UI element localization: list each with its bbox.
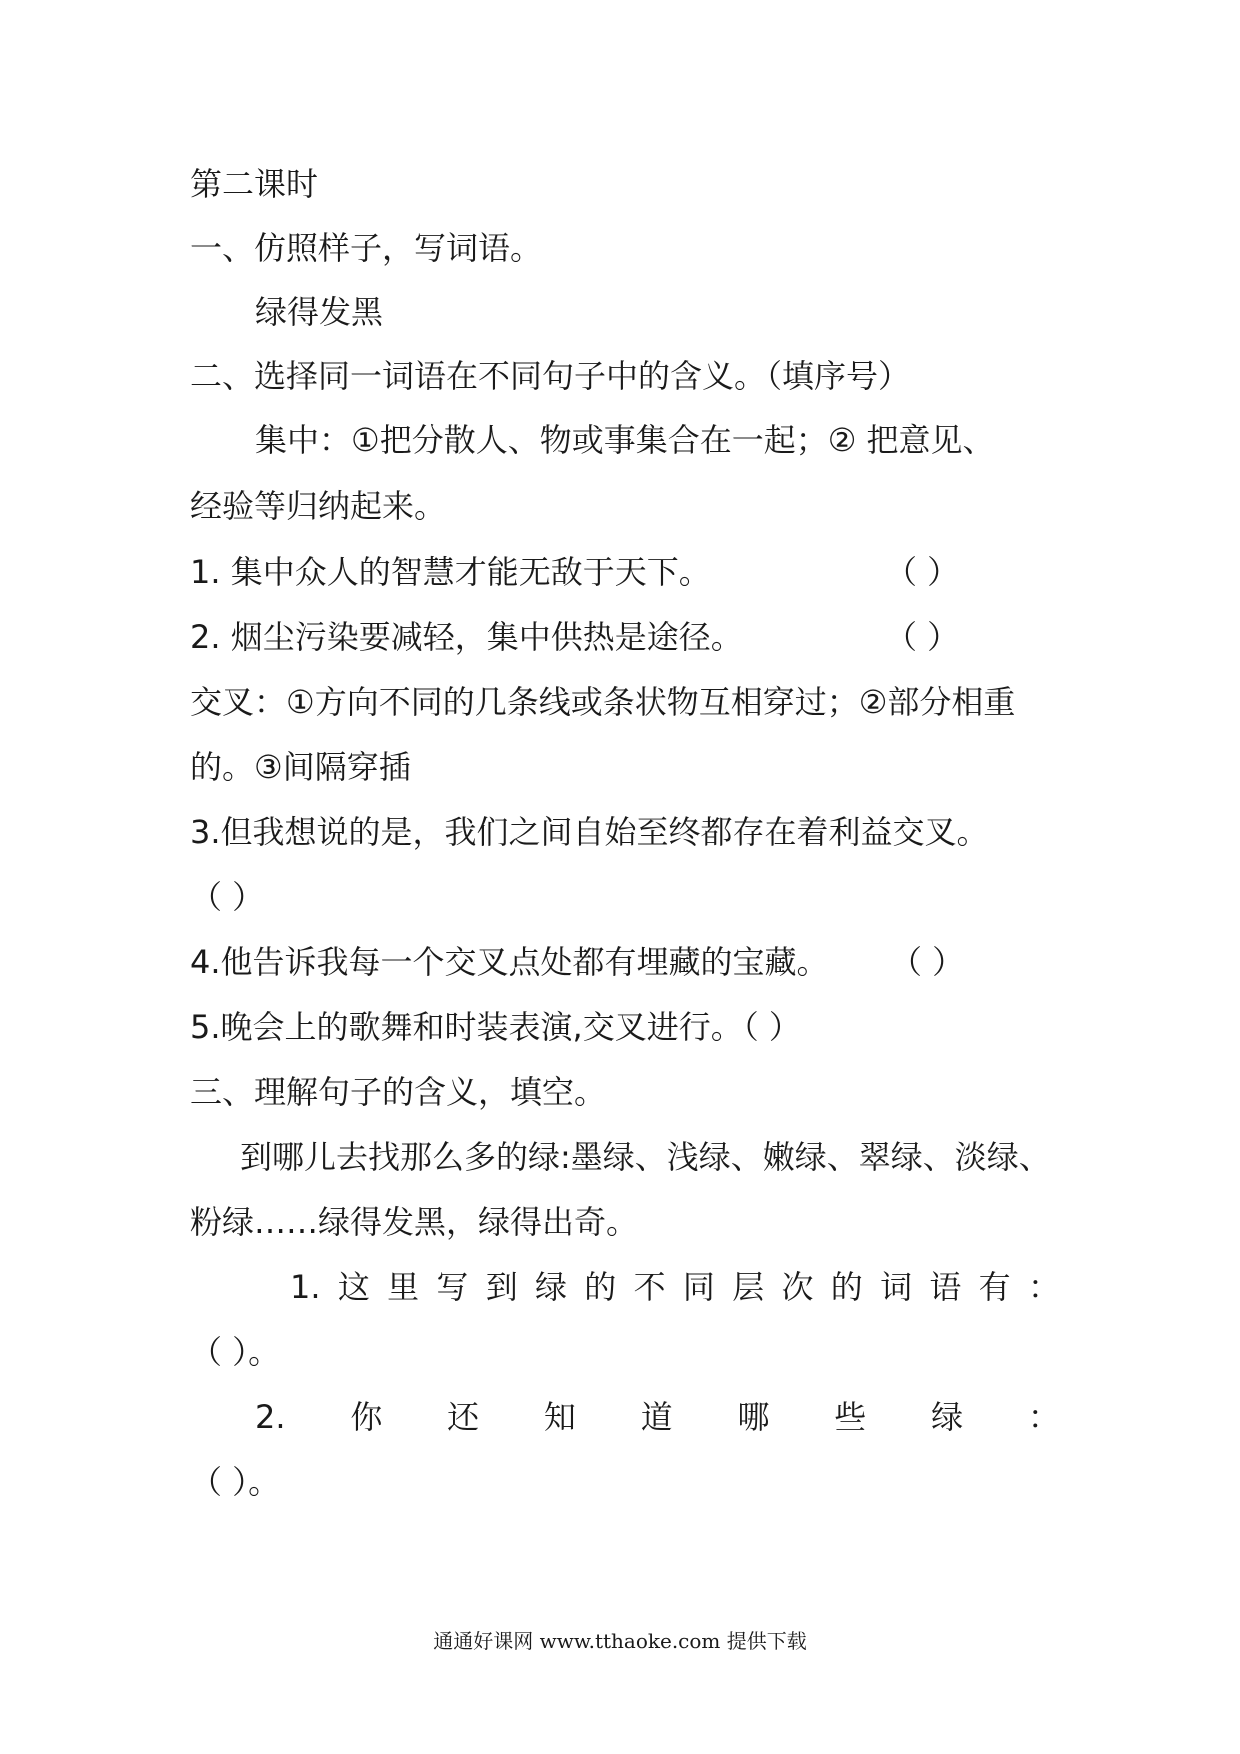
section3-question-1-blank: （ ）。	[190, 1333, 281, 1371]
q1-char: 的	[830, 1268, 863, 1306]
footer-source: 通通好课网 www.tthaoke.com 提供下载	[433, 1629, 807, 1653]
q1-char: 层	[732, 1268, 765, 1306]
section1-heading: 一、仿照样子，写词语。	[190, 229, 543, 267]
section1-example: 绿得发黑	[255, 293, 384, 331]
q2-char: 你	[350, 1398, 383, 1436]
q1-char: 这	[337, 1268, 370, 1306]
question-2-text: 2. 烟尘污染要减轻，集中供热是途径。	[190, 618, 743, 656]
section3-heading: 三、理解句子的含义，填空。	[190, 1073, 607, 1111]
definition-jiaocha-line2: 的。③间隔穿插	[190, 748, 411, 786]
q1-char: 同	[682, 1268, 715, 1306]
passage-line2: 粉绿……绿得发黑，绿得出奇。	[190, 1203, 639, 1241]
section3-question-1	[290, 1267, 1060, 1307]
lesson-title: 第二课时	[190, 165, 319, 203]
q1-char: 1.	[290, 1268, 321, 1306]
question-3-text: 3.但我想说的是，我们之间自始至终都存在着利益交叉。	[190, 813, 989, 851]
section3-question-2	[255, 1397, 1060, 1437]
question-1-text: 1. 集中众人的智慧才能无敌于天下。	[190, 553, 711, 591]
q1-char: 写	[436, 1268, 469, 1306]
q1-char: 次	[781, 1268, 814, 1306]
definition-jizhong-line2: 经验等归纳起来。	[190, 487, 447, 525]
q1-char: 语	[929, 1268, 962, 1306]
question-3-answer-blank: （ ）	[190, 878, 265, 916]
question-4-text: 4.他告诉我每一个交叉点处都有埋藏的宝藏。	[190, 943, 829, 981]
q2-char: 哪	[737, 1398, 770, 1436]
q2-char: 2.	[255, 1398, 286, 1436]
section2-heading: 二、选择同一词语在不同句子中的含义。（填序号）	[190, 357, 911, 395]
q2-char: ：	[1027, 1398, 1060, 1436]
q1-char: 有	[978, 1268, 1011, 1306]
q1-char: 绿	[535, 1268, 568, 1306]
question-2-answer-blank: （ ）	[885, 618, 960, 656]
q2-char: 道	[640, 1398, 673, 1436]
question-1-answer-blank: （ ）	[885, 553, 960, 591]
q1-char: 不	[633, 1268, 666, 1306]
definition-jizhong-line1: 集中：①把分散人、物或事集合在一起；② 把意见、	[255, 421, 995, 459]
q1-char: 到	[485, 1268, 518, 1306]
question-5-text: 5.晚会上的歌舞和时装表演,交叉进行。（ ）	[190, 1008, 801, 1046]
q1-char: 词	[880, 1268, 913, 1306]
q2-char: 还	[447, 1398, 480, 1436]
section3-question-2-blank: （ ）。	[190, 1463, 281, 1501]
q1-char: ：	[1027, 1268, 1060, 1306]
question-4-answer-blank: （ ）	[890, 943, 965, 981]
q1-char: 的	[584, 1268, 617, 1306]
q1-char: 里	[387, 1268, 420, 1306]
passage-line1: 到哪儿去找那么多的绿:墨绿、浅绿、嫩绿、翠绿、淡绿、	[240, 1138, 1051, 1176]
q2-char: 绿	[931, 1398, 964, 1436]
q2-char: 些	[834, 1398, 867, 1436]
definition-jiaocha-line1: 交叉：①方向不同的几条线或条状物互相穿过；②部分相重	[190, 683, 1016, 721]
q2-char: 知	[543, 1398, 576, 1436]
